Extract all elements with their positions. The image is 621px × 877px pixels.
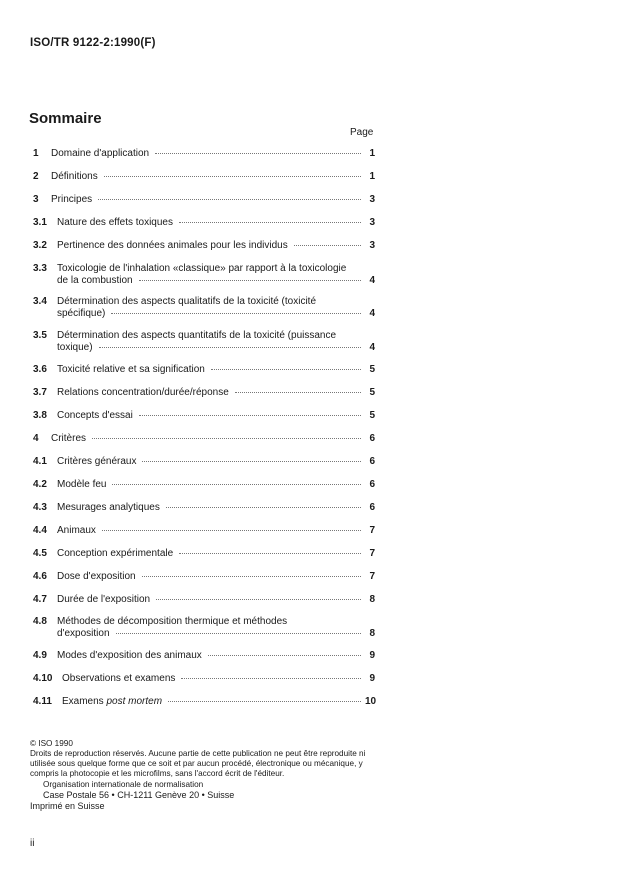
toc-entry xyxy=(33,548,375,560)
dot-leader xyxy=(211,369,361,370)
toc-entry-page: 6 xyxy=(369,502,375,513)
toc-entry-title: Détermination des aspects qualitatifs de la toxicité (toxicité xyxy=(57,296,317,307)
toc-entry-title-continued: toxique) xyxy=(57,342,93,353)
toc-entry-number: 3.3 xyxy=(33,263,47,274)
toc-entry-number: 3.8 xyxy=(33,410,47,421)
toc-entry xyxy=(33,502,375,514)
toc-entry-number: 3.7 xyxy=(33,387,47,398)
toc-entry-title: Critères généraux xyxy=(57,456,137,467)
toc-entry-title-continued: d'exposition xyxy=(57,628,110,639)
toc-entry-number: 4.3 xyxy=(33,502,47,513)
dot-leader xyxy=(116,633,362,634)
organisation-address: Case Postale 56 • CH-1211 Genève 20 • Suisse xyxy=(43,790,235,800)
toc-entry-title: Toxicologie de l'inhalation «classique» par rapport à la toxicologie xyxy=(57,263,347,274)
toc-entry-page: 3 xyxy=(369,240,375,251)
toc-entry-number: 3 xyxy=(33,194,39,205)
toc-entry-title: Durée de l'exposition xyxy=(57,594,151,605)
toc-entry-title: Méthodes de décomposition thermique et méthodes xyxy=(57,616,288,627)
toc-entry-number: 4.2 xyxy=(33,479,47,490)
printed-in: Imprimé en Suisse xyxy=(30,801,105,811)
copyright-block xyxy=(30,739,380,812)
dot-leader xyxy=(166,507,361,508)
toc-entry xyxy=(33,433,375,445)
toc-entry-number: 4.11 xyxy=(33,696,52,707)
toc-entry xyxy=(33,263,375,287)
toc-entry-page: 4 xyxy=(369,275,375,286)
toc-entry-title: Relations concentration/durée/réponse xyxy=(57,387,229,398)
toc-entry-page: 1 xyxy=(369,148,375,159)
dot-leader xyxy=(142,576,361,577)
toc-entry-page: 3 xyxy=(369,217,375,228)
toc-entry-page: 9 xyxy=(369,650,375,661)
toc-entry-number: 1 xyxy=(33,148,39,159)
organisation-name: Organisation internationale de normalisation xyxy=(43,780,204,789)
dot-leader xyxy=(142,461,361,462)
toc-entry-number: 4.6 xyxy=(33,571,47,582)
dot-leader xyxy=(139,415,361,416)
toc-entry xyxy=(33,525,375,537)
toc-entry-page: 6 xyxy=(369,456,375,467)
toc-entry-page: 10 xyxy=(365,696,377,707)
toc-entry xyxy=(33,696,375,708)
toc-entry xyxy=(33,171,375,183)
toc-entry-number: 3.1 xyxy=(33,217,47,228)
dot-leader xyxy=(99,347,361,348)
toc-entry-page: 4 xyxy=(369,342,375,353)
toc-entry-number: 4.7 xyxy=(33,594,47,605)
toc-entry-title: Conception expérimentale xyxy=(57,548,174,559)
toc-entry-title: Principes xyxy=(51,194,93,205)
toc-entry-page: 7 xyxy=(369,548,375,559)
toc-title: Sommaire xyxy=(29,110,102,127)
dot-leader xyxy=(168,701,361,702)
toc-entry-page: 8 xyxy=(369,594,375,605)
toc-entry-page: 5 xyxy=(369,364,375,375)
toc-entry-title-continued: spécifique) xyxy=(57,308,106,319)
toc-entry-number: 3.4 xyxy=(33,296,47,307)
toc-entry-title-continued: de la combustion xyxy=(57,275,133,286)
toc-entry-page: 7 xyxy=(369,571,375,582)
dot-leader xyxy=(92,438,361,439)
toc-entry-number: 4.5 xyxy=(33,548,47,559)
toc-entry-number: 4.10 xyxy=(33,673,53,684)
toc-entry-title: Toxicité relative et sa signification xyxy=(57,364,205,375)
dot-leader xyxy=(112,484,361,485)
toc-entry xyxy=(33,194,375,206)
toc-entry xyxy=(33,650,375,662)
dot-leader xyxy=(155,153,361,154)
toc-entry xyxy=(33,594,375,606)
toc-entry-number: 4.9 xyxy=(33,650,47,661)
toc-entry-page: 7 xyxy=(369,525,375,536)
toc-entry-title: Animaux xyxy=(57,525,96,536)
toc-entry-title: Domaine d'application xyxy=(51,148,150,159)
toc-entry-title: Examens xyxy=(62,696,107,707)
dot-leader xyxy=(139,280,361,281)
toc-entry-title: Mesurages analytiques xyxy=(57,502,160,513)
toc-entry-page: 5 xyxy=(369,387,375,398)
toc-entry-title: Pertinence des données animales pour les individus xyxy=(57,240,288,251)
dot-leader xyxy=(104,176,361,177)
toc-entry xyxy=(33,456,375,468)
toc-entry-number: 4.4 xyxy=(33,525,47,536)
dot-leader xyxy=(208,655,361,656)
toc-entry-number: 2 xyxy=(33,171,39,182)
toc-entry-title: Modèle feu xyxy=(57,479,107,490)
toc-entry-page: 3 xyxy=(369,194,375,205)
toc-entry-title: Dose d'exposition xyxy=(57,571,136,582)
toc-entry xyxy=(33,240,375,252)
toc-entry xyxy=(33,616,375,640)
toc-entry-page: 5 xyxy=(369,410,375,421)
toc-entry-title: Modes d'exposition des animaux xyxy=(57,650,202,661)
dot-leader xyxy=(156,599,361,600)
toc-entry-number: 4.1 xyxy=(33,456,47,467)
copyright-line: © ISO 1990 xyxy=(30,739,73,748)
toc-entry-page: 8 xyxy=(369,628,375,639)
dot-leader xyxy=(235,392,361,393)
toc-entry xyxy=(33,571,375,583)
dot-leader xyxy=(179,553,361,554)
dot-leader xyxy=(98,199,361,200)
document-identifier: ISO/TR 9122-2:1990(F) xyxy=(30,37,156,49)
toc-page-column-label: Page xyxy=(350,127,374,138)
toc-entry-page: 6 xyxy=(369,433,375,444)
toc-entry xyxy=(33,330,375,354)
page-number: ii xyxy=(30,838,35,849)
toc-entry xyxy=(33,387,375,399)
toc-entry xyxy=(33,148,375,160)
toc-entry-page: 1 xyxy=(369,171,375,182)
toc-entry-number: 4 xyxy=(33,433,39,444)
toc-entry-number: 3.5 xyxy=(33,330,47,341)
toc-entry-title: Détermination des aspects quantitatifs de la toxicité (puissance xyxy=(57,330,337,341)
dot-leader xyxy=(102,530,361,531)
rights-notice: Droits de reproduction réservés. Aucune partie de cette publication ne peut être reproduite ni utilisée sous quelque forme que ce soit et par aucun procédé, électronique ou mécanique, y compris la photocopie et les microfilms, sans l'accord écrit de l'éditeur. xyxy=(30,749,366,778)
toc-entry-title-italic: post mortem xyxy=(106,696,163,707)
toc-entry-title: Critères xyxy=(51,433,87,444)
dot-leader xyxy=(294,245,361,246)
toc-entry-page: 6 xyxy=(369,479,375,490)
toc-entry-title: Concepts d'essai xyxy=(57,410,133,421)
toc-entry-title: Définitions xyxy=(51,171,98,182)
toc-entry-page: 9 xyxy=(369,673,375,684)
toc-entry xyxy=(33,479,375,491)
dot-leader xyxy=(179,222,361,223)
toc-entry xyxy=(33,410,375,422)
toc-entry xyxy=(33,364,375,376)
dot-leader xyxy=(181,678,361,679)
toc-entry-number: 4.8 xyxy=(33,616,47,627)
toc-entry-number: 3.6 xyxy=(33,364,47,375)
toc-entry xyxy=(33,296,375,320)
toc-entry xyxy=(33,217,375,229)
dot-leader xyxy=(111,313,361,314)
toc-entry-page: 4 xyxy=(369,308,375,319)
toc-entry-number: 3.2 xyxy=(33,240,47,251)
toc-entry xyxy=(33,673,375,685)
toc-entry-title: Nature des effets toxiques xyxy=(57,217,173,228)
toc-entry-title: Observations et examens xyxy=(62,673,176,684)
